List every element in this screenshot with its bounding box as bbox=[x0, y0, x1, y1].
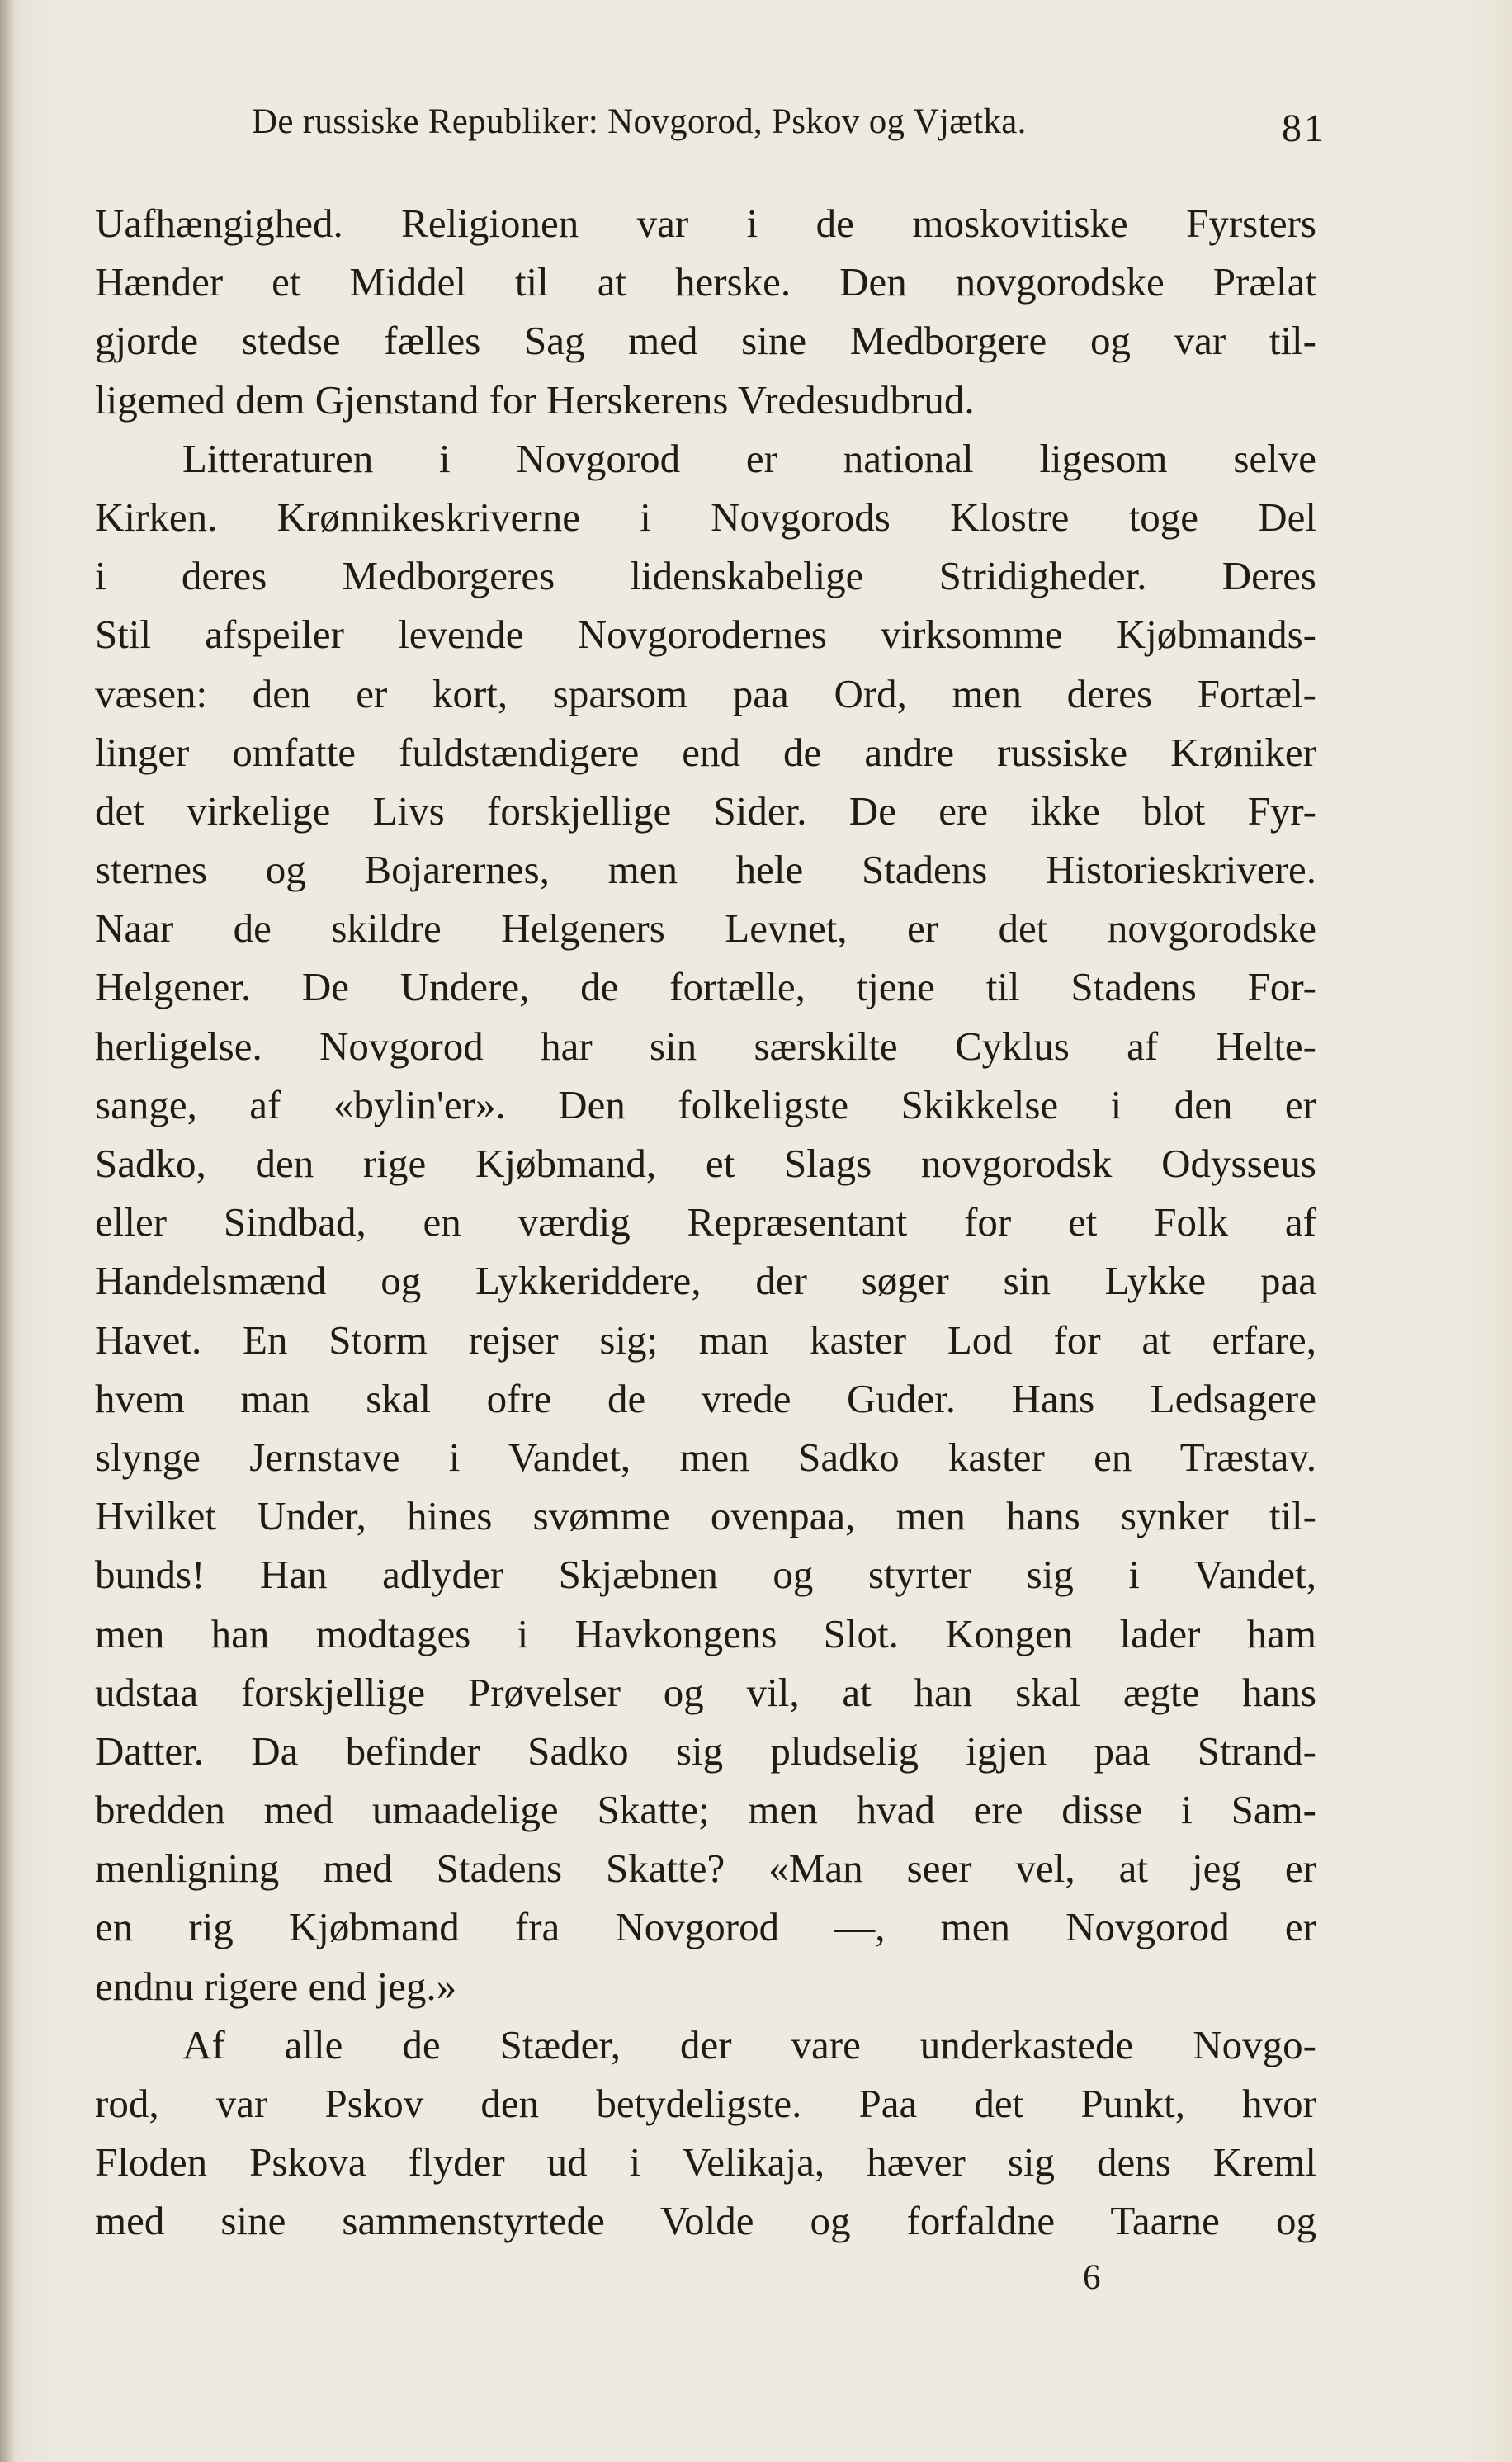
text-line: endnu rigere end jeg.» bbox=[95, 1963, 457, 2009]
text-line: menligning med Stadens Skatte? «Man seer vel, at jeg er bbox=[95, 1845, 1316, 1892]
text-line: Af alle de Stæder, der vare underkastede Novgo- bbox=[182, 2021, 1316, 2067]
text-line: en rig Kjøbmand fra Novgorod —, men Novgorod er bbox=[95, 1904, 1316, 1950]
body-text bbox=[95, 194, 1316, 2251]
text-line: Datter. Da befinder Sadko sig pludselig igjen paa Strand- bbox=[95, 1727, 1316, 1774]
text-line: det virkelige Livs forskjellige Sider. De ere ikke blot Fyr- bbox=[95, 787, 1316, 834]
signature-mark: 6 bbox=[1083, 2258, 1101, 2297]
text-line: udstaa forskjellige Prøvelser og vil, at han skal ægte hans bbox=[95, 1669, 1316, 1715]
text-line: eller Sindbad, en værdig Repræsentant for et Folk af bbox=[95, 1199, 1316, 1245]
text-line: bredden med umaadelige Skatte; men hvad ere disse i Sam- bbox=[95, 1787, 1316, 1833]
text-line: Sadko, den rige Kjøbmand, et Slags novgorodsk Odysseus bbox=[95, 1141, 1316, 1186]
text-line: Naar de skildre Helgeners Levnet, er det novgorodske bbox=[95, 905, 1316, 952]
text-line: sange, af «bylin'er». Den folkeligste Skikkelse i den er bbox=[95, 1081, 1316, 1127]
text-line: væsen: den er kort, sparsom paa Ord, men deres Fortæl- bbox=[95, 670, 1316, 716]
text-line: i deres Medborgeres lidenskabelige Stridigheder. Deres bbox=[95, 553, 1316, 599]
text-line: Stil afspeiler levende Novgorodernes virksomme Kjøbmands- bbox=[95, 612, 1316, 658]
text-line: Litteraturen i Novgorod er national ligesom selve bbox=[182, 435, 1316, 481]
text-line: ligemed dem Gjenstand for Herskerens Vredesudbrud. bbox=[95, 376, 975, 423]
page-number: 81 bbox=[1282, 106, 1326, 150]
running-head: De russiske Republiker: Novgorod, Pskov og Vjætka. bbox=[252, 102, 1027, 141]
text-line: Handelsmænd og Lykkeriddere, der søger sin Lykke paa bbox=[95, 1258, 1316, 1304]
text-line: Uafhængighed. Religionen var i de moskovitiske Fyrsters bbox=[95, 201, 1316, 246]
text-line: Helgener. De Undere, de fortælle, tjene til Stadens For- bbox=[95, 964, 1316, 1010]
text-line: Kirken. Krønnikeskriverne i Novgorods Klostre toge Del bbox=[95, 494, 1316, 540]
text-line: med sine sammenstyrtede Volde og forfaldne Taarne og bbox=[95, 2198, 1316, 2244]
gutter-shadow bbox=[0, 0, 15, 2462]
text-line: linger omfatte fuldstændigere end de andre russiske Krøniker bbox=[95, 729, 1316, 775]
text-line: Havet. En Storm rejser sig; man kaster Lod for at erfare, bbox=[95, 1316, 1316, 1363]
text-line: Hænder et Middel til at herske. Den novgorodske Prælat bbox=[95, 259, 1316, 305]
text-line: bunds! Han adlyder Skjæbnen og styrter sig i Vandet, bbox=[95, 1552, 1316, 1598]
text-line: slynge Jernstave i Vandet, men Sadko kaster en Træstav. bbox=[95, 1434, 1316, 1480]
text-line: hvem man skal ofre de vrede Guder. Hans Ledsagere bbox=[95, 1375, 1316, 1421]
text-line: gjorde stedse fælles Sag med sine Medborgere og var til- bbox=[95, 318, 1316, 364]
text-line: rod, var Pskov den betydeligste. Paa det Punkt, hvor bbox=[95, 2081, 1316, 2126]
text-line: sternes og Bojarernes, men hele Stadens Historieskrivere. bbox=[95, 847, 1316, 893]
text-line: Floden Pskova flyder ud i Velikaja, hæver sig dens Kreml bbox=[95, 2139, 1316, 2186]
text-line: herligelse. Novgorod har sin særskilte Cyklus af Helte- bbox=[95, 1023, 1316, 1069]
text-line: men han modtages i Havkongens Slot. Kongen lader ham bbox=[95, 1610, 1316, 1656]
text-line: Hvilket Under, hines svømme ovenpaa, men hans synker til- bbox=[95, 1493, 1316, 1539]
